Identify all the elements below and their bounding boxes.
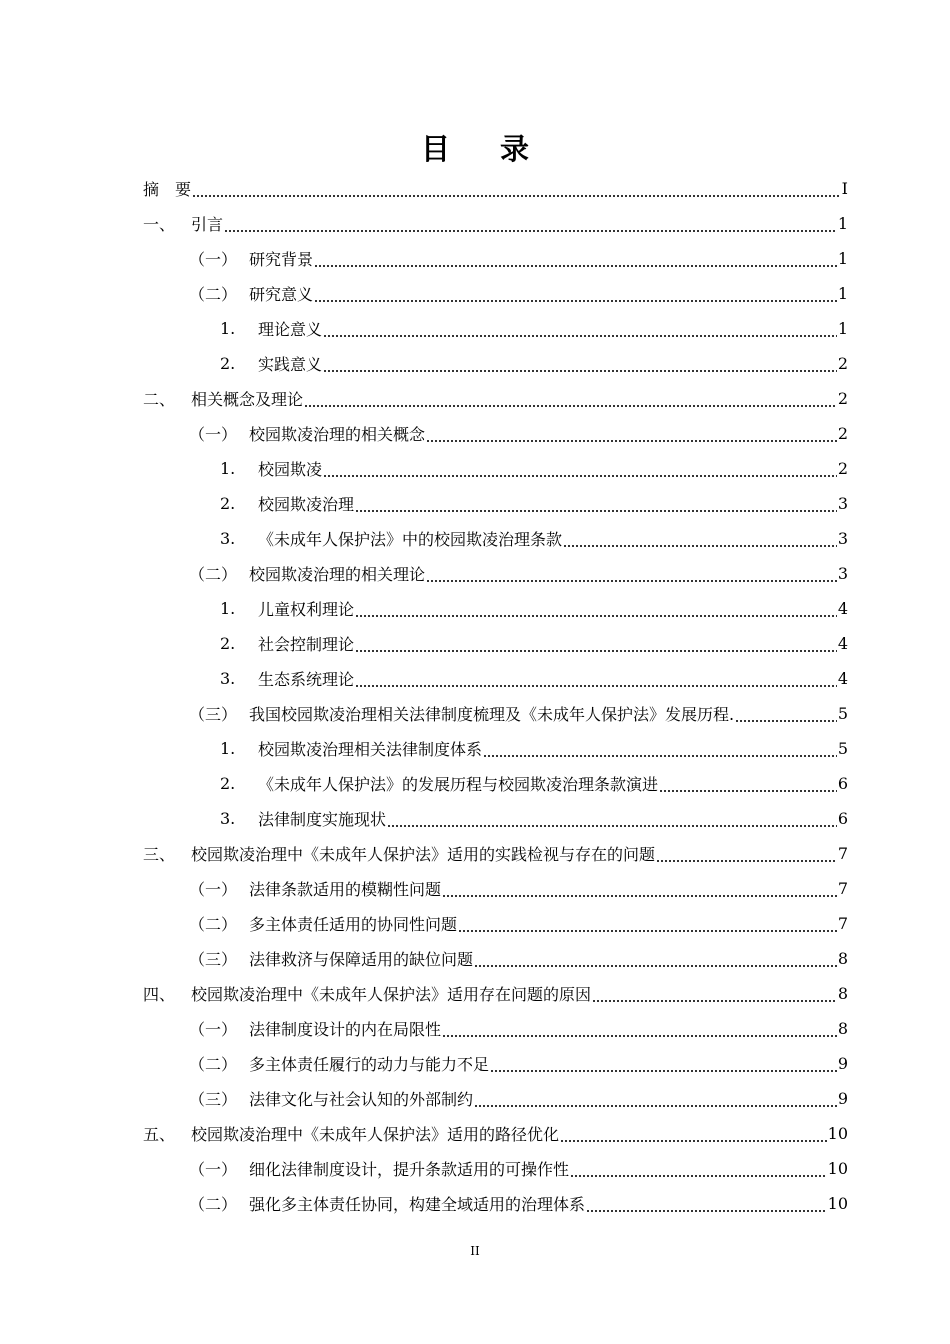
toc-entry-page: 5: [837, 704, 848, 723]
toc-entry[interactable]: [189, 1151, 848, 1186]
toc-entry-number: 一、: [143, 215, 176, 234]
toc-entry[interactable]: [220, 451, 848, 486]
toc-entry[interactable]: [143, 171, 848, 206]
toc-entry-number: 五、: [143, 1125, 176, 1144]
toc-entry-page: 5: [837, 739, 848, 758]
toc-entry-page: 7: [837, 879, 848, 898]
toc-entry-title: 研究背景: [249, 250, 314, 269]
toc-entry-page: 1: [837, 284, 848, 303]
toc-entry-title: 校园欺凌: [258, 460, 323, 479]
toc-dot-leader: [323, 346, 837, 381]
toc-entry-number: 摘 要: [143, 180, 192, 199]
toc-entry-title: 校园欺凌治理: [258, 495, 355, 514]
toc-title: 目录: [420, 132, 579, 166]
toc-entry[interactable]: [189, 871, 848, 906]
toc-entry-page: 6: [837, 774, 848, 793]
toc-entry-number: （一）: [189, 880, 238, 899]
toc-dot-leader: [563, 521, 837, 556]
toc-entry[interactable]: [189, 556, 848, 591]
toc-entry[interactable]: [143, 976, 848, 1011]
toc-entry-title: 相关概念及理论: [191, 390, 304, 409]
toc-entry[interactable]: [189, 1046, 848, 1081]
toc-dot-leader: [426, 556, 837, 591]
toc-entry-number: （一）: [189, 425, 238, 444]
toc-entry-page: 4: [837, 599, 848, 618]
toc-entry[interactable]: [189, 696, 848, 731]
toc-entry[interactable]: [220, 766, 848, 801]
toc-entry[interactable]: [143, 206, 848, 241]
toc-entry-title: 生态系统理论: [258, 670, 355, 689]
toc-entry-number: 1.: [220, 739, 236, 758]
toc-entry-title: 《未成年人保护法》的发展历程与校园欺凌治理条款演进: [258, 775, 659, 794]
toc-entry[interactable]: [189, 1081, 848, 1116]
toc-entry-page: 3: [837, 529, 848, 548]
toc-entry-number: 四、: [143, 985, 176, 1004]
toc-entry-title: 法律条款适用的模糊性问题: [249, 880, 442, 899]
toc-dot-leader: [192, 171, 841, 206]
toc-dot-leader: [355, 591, 837, 626]
toc-entry[interactable]: [189, 241, 848, 276]
toc-dot-leader: [314, 241, 837, 276]
toc-entry-page: 10: [827, 1159, 848, 1178]
toc-entry-number: （二）: [189, 1055, 238, 1074]
toc-entry-page: 2: [837, 424, 848, 443]
toc-entry[interactable]: [143, 1116, 848, 1151]
toc-entry-title: 《未成年人保护法》中的校园欺凌治理条款: [258, 530, 563, 549]
toc-dot-leader: [355, 661, 837, 696]
toc-dot-leader: [304, 381, 837, 416]
toc-entry-title: 校园欺凌治理中《未成年人保护法》适用的实践检视与存在的问题: [191, 845, 656, 864]
toc-entry-title: 研究意义: [249, 285, 314, 304]
toc-entry-title: 校园欺凌治理相关法律制度体系: [258, 740, 483, 759]
toc-entry-number: （二）: [189, 285, 238, 304]
toc-entry-page: 8: [837, 984, 848, 1003]
toc-entry[interactable]: [189, 1186, 848, 1221]
toc-entry-title: 校园欺凌治理中《未成年人保护法》适用的路径优化: [191, 1125, 560, 1144]
toc-entry[interactable]: [189, 906, 848, 941]
toc-entry-number: （三）: [189, 950, 238, 969]
toc-entry-page: 2: [837, 354, 848, 373]
toc-entry[interactable]: [220, 311, 848, 346]
toc-dot-leader: [560, 1116, 827, 1151]
toc-entry-title: 多主体责任履行的动力与能力不足: [249, 1055, 490, 1074]
toc-entry-title: 强化多主体责任协同，构建全域适用的治理体系: [249, 1195, 586, 1214]
toc-entry[interactable]: [220, 346, 848, 381]
toc-dot-leader: [323, 311, 837, 346]
toc-entry[interactable]: [143, 381, 848, 416]
toc-entry-page: 10: [827, 1124, 848, 1143]
toc-dot-leader: [483, 731, 837, 766]
toc-dot-leader: [735, 696, 837, 731]
toc-entry-page: 9: [837, 1054, 848, 1073]
toc-entry-title: 校园欺凌治理的相关理论: [249, 565, 426, 584]
toc-dot-leader: [323, 451, 837, 486]
toc-entry-number: （二）: [189, 915, 238, 934]
page-number: II: [470, 1244, 480, 1258]
toc-dot-leader: [490, 1046, 837, 1081]
toc-entry-number: 2.: [220, 634, 236, 653]
toc-dot-leader: [474, 941, 837, 976]
toc-entry-number: 2.: [220, 774, 236, 793]
toc-entry-page: 4: [837, 669, 848, 688]
toc-entry-page: 8: [837, 1019, 848, 1038]
toc-dot-leader: [586, 1186, 827, 1221]
toc-entry-title: 法律文化与社会认知的外部制约: [249, 1090, 474, 1109]
toc-entry-title: 理论意义: [258, 320, 323, 339]
toc-entry-page: 1: [837, 319, 848, 338]
toc-dot-leader: [570, 1151, 827, 1186]
toc-entry[interactable]: [189, 416, 848, 451]
toc-entry-page: 8: [837, 949, 848, 968]
toc-dot-leader: [224, 206, 837, 241]
toc-dot-leader: [426, 416, 837, 451]
toc-entry-page: 9: [837, 1089, 848, 1108]
toc-entry[interactable]: [189, 941, 848, 976]
toc-dot-leader: [314, 276, 837, 311]
toc-entry-title: 实践意义: [258, 355, 323, 374]
toc-dot-leader: [458, 906, 837, 941]
toc-dot-leader: [474, 1081, 837, 1116]
toc-entry-number: 1.: [220, 319, 236, 338]
toc-entry-number: 1.: [220, 459, 236, 478]
toc-entry-number: 3.: [220, 809, 236, 828]
toc-entry-page: 3: [837, 564, 848, 583]
toc-entry-number: （二）: [189, 565, 238, 584]
toc-entry[interactable]: [143, 836, 848, 871]
toc-entry[interactable]: [220, 661, 848, 696]
toc-entry-number: （一）: [189, 250, 238, 269]
toc-entry-title: 校园欺凌治理中《未成年人保护法》适用存在问题的原因: [191, 985, 592, 1004]
toc-entry-title: 法律救济与保障适用的缺位问题: [249, 950, 474, 969]
toc-entry-page: 3: [837, 494, 848, 513]
toc-entry-number: 三、: [143, 845, 176, 864]
toc-entry-title: 法律制度实施现状: [258, 810, 387, 829]
toc-entry-title: 引言: [191, 215, 224, 234]
toc-entry-page: 6: [837, 809, 848, 828]
toc-entry[interactable]: [220, 591, 848, 626]
toc-entry[interactable]: [220, 731, 848, 766]
toc-entry-number: （一）: [189, 1160, 238, 1179]
toc-entry-title: 校园欺凌治理的相关概念: [249, 425, 426, 444]
toc-entry[interactable]: [189, 1011, 848, 1046]
toc-dot-leader: [592, 976, 837, 1011]
toc-entry[interactable]: [220, 521, 848, 556]
toc-entry-page: 4: [837, 634, 848, 653]
toc-entry-title: 社会控制理论: [258, 635, 355, 654]
toc-entry[interactable]: [220, 801, 848, 836]
toc-entry-page: 7: [837, 914, 848, 933]
toc-dot-leader: [442, 1011, 837, 1046]
toc-dot-leader: [387, 801, 837, 836]
toc-entry-number: 3.: [220, 529, 236, 548]
toc-entry-number: （三）: [189, 705, 238, 724]
toc-entry[interactable]: [220, 626, 848, 661]
toc-entry-number: （二）: [189, 1195, 238, 1214]
toc-entry-page: 10: [827, 1194, 848, 1213]
toc-entry-title: 儿童权利理论: [258, 600, 355, 619]
toc-entry-title: 我国校园欺凌治理相关法律制度梳理及《未成年人保护法》发展历程.: [249, 705, 735, 724]
toc-dot-leader: [355, 626, 837, 661]
toc-entry-page: 1: [837, 249, 848, 268]
toc-entry-number: 3.: [220, 669, 236, 688]
toc-entry-page: 1: [837, 214, 848, 233]
toc-entry-number: 1.: [220, 599, 236, 618]
toc-entry-number: 二、: [143, 390, 176, 409]
toc-dot-leader: [442, 871, 837, 906]
toc-entry-title: 多主体责任适用的协同性问题: [249, 915, 458, 934]
toc-dot-leader: [659, 766, 837, 801]
toc-entry[interactable]: [189, 276, 848, 311]
toc-entry-number: （一）: [189, 1020, 238, 1039]
toc-entry-title: 细化法律制度设计，提升条款适用的可操作性: [249, 1160, 570, 1179]
toc-entry-number: 2.: [220, 494, 236, 513]
toc-entry-title: 法律制度设计的内在局限性: [249, 1020, 442, 1039]
toc-entry-page: 2: [837, 459, 848, 478]
toc-dot-leader: [656, 836, 837, 871]
toc-entry-number: （三）: [189, 1090, 238, 1109]
toc-entry[interactable]: [220, 486, 848, 521]
toc-entry-page: I: [841, 179, 848, 198]
toc-entry-page: 7: [837, 844, 848, 863]
toc-entry-page: 2: [837, 389, 848, 408]
toc-dot-leader: [355, 486, 837, 521]
toc-entry-number: 2.: [220, 354, 236, 373]
